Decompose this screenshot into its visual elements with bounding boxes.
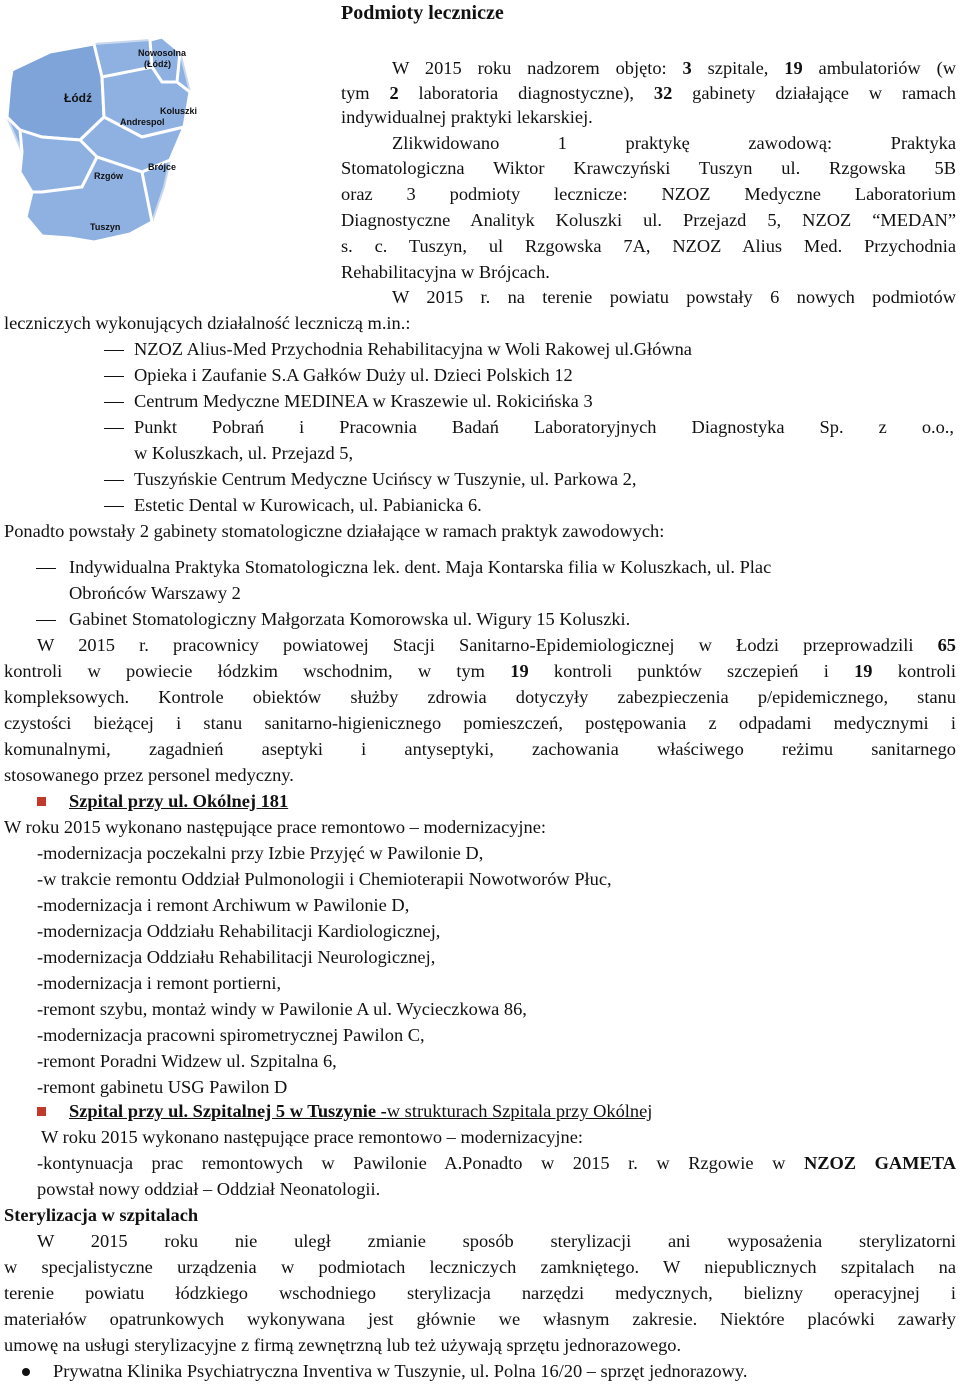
list-item: Centrum Medyczne MEDINEA w Kraszewie ul. Rokicińska 3	[134, 391, 593, 411]
inspections-line-4: czystości bieżącej i stanu sanitarno-higienicznego pomieszczeń, postępowania z odpadami medycznymi i	[4, 713, 956, 733]
sterilization-line-2: w specjalistyczne urządzenia w podmiotach leczniczych zamkniętego. W niepublicznych szpitalach na	[4, 1257, 956, 1277]
okolna-item: -modernizacja Oddziału Rehabilitacji Kardiologicznej,	[37, 921, 441, 941]
sterilization-line-1: W 2015 roku nie uległ zmianie sposób sterylizacji ani wyposażenia sterylizatorni	[37, 1231, 956, 1251]
list-item: Indywidualna Praktyka Stomatologiczna lek. dent. Maja Kontarska filia w Koluszkach, ul. Plac	[69, 557, 772, 577]
tuszyn-heading: Szpital przy ul. Szpitalnej 5 w Tuszynie -w strukturach Szpitala przy Okólnej	[69, 1101, 653, 1121]
sterilization-bullet: Prywatna Klinika Psychiatryczna Inventiva w Tuszynie, ul. Polna 16/20 – sprzęt jednorazowy.	[53, 1361, 748, 1381]
dental-intro: Ponadto powstały 2 gabinety stomatologiczne działające w ramach praktyk zawodowych:	[4, 521, 665, 541]
tuszyn-line-2: powstał nowy oddział – Oddział Neonatologii.	[37, 1179, 381, 1199]
tuszyn-intro: W roku 2015 wykonano następujące prace remontowo – modernizacyjne:	[41, 1127, 584, 1147]
page-title: Podmioty lecznicze	[341, 2, 504, 24]
intro-line-5: Stomatologiczna Wiktor Krawczyński Tuszyn ul. Rzgowska 5B	[341, 158, 956, 178]
okolna-item: -remont szybu, montaż windy w Pawilonie A ul. Wycieczkowa 86,	[37, 999, 527, 1019]
sterilization-line-4: materiałów opatrunkowych wykonywana jest głównie we własnym zakresie. Niektóre placówki zawarły	[4, 1309, 956, 1329]
bullet-dot-icon	[22, 1368, 30, 1376]
sterilization-line-5: umowę na usługi sterylizacyjne z firmą zewnętrzną lub też używają sprzętu jednorazowego.	[4, 1335, 682, 1355]
okolna-item: -modernizacja Oddziału Rehabilitacji Neurologicznej,	[37, 947, 436, 967]
map-label-andrespol: Andrespol	[120, 117, 165, 127]
intro-line-7: Diagnostyczne Analityk Koluszki ul. Przejazd 5, NZOZ “MEDAN”	[341, 210, 956, 230]
list-item-continued: w Koluszkach, ul. Przejazd 5,	[134, 443, 354, 463]
district-map	[2, 22, 198, 244]
list-item: Opieka i Zaufanie S.A Gałków Duży ul. Dzieci Polskich 12	[134, 365, 573, 385]
list-item-continued: Obrońców Warszawy 2	[69, 583, 241, 603]
map-label-tuszyn: Tuszyn	[90, 222, 121, 232]
intro-line-2: tym 2 laboratoria diagnostyczne), 32 gabinety działające w ramach	[341, 83, 956, 103]
svg-text:(Łódź): (Łódź)	[144, 59, 171, 69]
map-label-brojce: Brójce	[148, 162, 177, 172]
intro-line-9: Rehabilitacyjna w Brójcach.	[341, 262, 550, 282]
sterilization-line-3: terenie powiatu łódzkiego wschodniego sterylizacja narzędzi medycznych, bielizny operacyjnej i	[4, 1283, 956, 1303]
bullet-square-icon	[37, 797, 46, 806]
okolna-item: -modernizacja i remont portierni,	[37, 973, 282, 993]
inspections-line-6: stosowanego przez personel medyczny.	[4, 765, 294, 785]
inspections-line-1: W 2015 r. pracownicy powiatowej Stacji Sanitarno-Epidemiologicznej w Łodzi przeprowadzili 65	[37, 635, 956, 655]
okolna-item: -remont gabinetu USG Pawilon D	[37, 1077, 288, 1097]
intro-line-11: leczniczych wykonujących działalność leczniczą m.in.:	[4, 313, 411, 333]
sterilization-heading: Sterylizacja w szpitalach	[4, 1205, 199, 1225]
list-item: Estetic Dental w Kurowicach, ul. Pabianicka 6.	[134, 495, 482, 515]
inspections-line-3: kompleksowych. Kontrole obiektów służby zdrowia dotyczyły zabezpieczenia p/epidemicznego, stanu	[4, 687, 956, 707]
inspections-line-5: komunalnymi, zagadnień aseptyki i antyseptyki, zachowania właściwego reżimu sanitarnego	[4, 739, 956, 759]
bullet-square-icon	[37, 1107, 46, 1116]
list-item: Tuszyńskie Centrum Medyczne Ucińscy w Tuszynie, ul. Parkowa 2,	[134, 469, 637, 489]
okolna-item: -remont Poradni Widzew ul. Szpitalna 6,	[37, 1051, 337, 1071]
list-item: Punkt Pobrań i Pracownia Badań Laboratoryjnych Diagnostyka Sp. z o.o.,	[134, 417, 954, 437]
intro-line-8: s. c. Tuszyn, ul Rzgowska 7A, NZOZ Alius Med. Przychodnia	[341, 236, 956, 256]
okolna-item: -modernizacja i remont Archiwum w Pawilonie D,	[37, 895, 410, 915]
tuszyn-line-1: -kontynuacja prac remontowych w Pawilonie A.Ponadto w 2015 r. w Rzgowie w NZOZ GAMETA	[37, 1153, 956, 1173]
okolna-item: -modernizacja poczekalni przy Izbie Przyjęć w Pawilonie D,	[37, 843, 484, 863]
intro-line-3: indywidualnej praktyki lekarskiej.	[341, 107, 593, 127]
okolna-item: -modernizacja pracowni spirometrycznej Pawilon C,	[37, 1025, 425, 1045]
list-item: Gabinet Stomatologiczny Małgorzata Komorowska ul. Wigury 15 Koluszki.	[69, 609, 631, 629]
intro-line-6: oraz 3 podmioty lecznicze: NZOZ Medyczne Laboratorium	[341, 184, 956, 204]
map-label-nowosolna: Nowosolna	[138, 48, 187, 58]
intro-line-1: W 2015 roku nadzorem objęto: 3 szpitale, 19 ambulatoriów (w	[392, 58, 956, 78]
okolna-item: -w trakcie remontu Oddział Pulmonologii i Chemioterapii Nowotworów Płuc,	[37, 869, 612, 889]
map-label-lodz: Łódź	[64, 91, 92, 105]
map-label-rzgow: Rzgów	[94, 171, 123, 181]
map-label-koluszki: Koluszki	[160, 106, 198, 116]
inspections-line-2: kontroli w powiecie łódzkim wschodnim, w tym 19 kontroli punktów szczepień i 19 kontroli	[4, 661, 956, 681]
intro-line-10: W 2015 r. na terenie powiatu powstały 6 nowych podmiotów	[392, 287, 956, 307]
okolna-intro: W roku 2015 wykonano następujące prace remontowo – modernizacyjne:	[4, 817, 547, 837]
list-item: NZOZ Alius-Med Przychodnia Rehabilitacyjna w Woli Rakowej ul.Główna	[134, 339, 692, 359]
okolna-heading: Szpital przy ul. Okólnej 181	[69, 791, 289, 811]
intro-line-4: Zlikwidowano 1 praktykę zawodową: Praktyka	[392, 133, 956, 153]
